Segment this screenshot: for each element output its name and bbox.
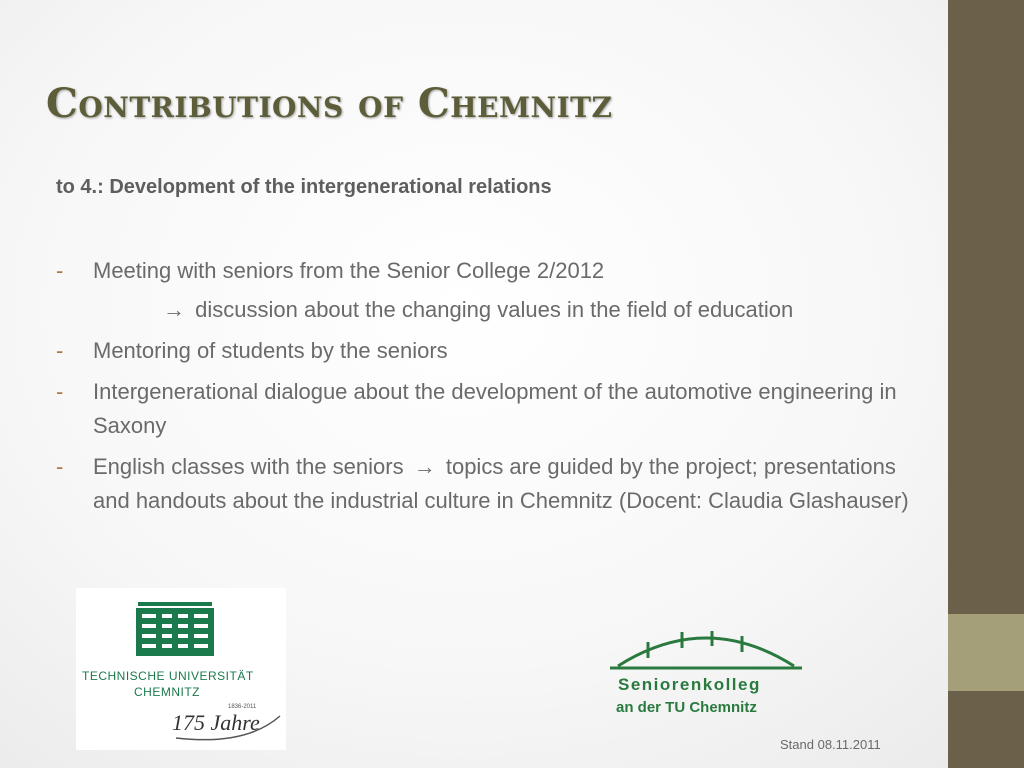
bullet-item [56,334,916,368]
slide-subheading: to 4.: Development of the intergenerational relations [56,176,552,198]
bullet-text: Intergenerational dialogue about the development of the automotive engineering in Saxony [93,379,897,438]
footer-date: Stand 08.11.2011 [780,737,881,752]
tu-logo-years: 1836-2011 [228,704,257,710]
arrow-right-icon: → [413,454,436,479]
bullet-dash: - [56,338,64,363]
bullet-text: English classes with the seniors [93,454,404,479]
bullet-text-continued: topics are guided by the project; presentations and handouts about the industrial culture in Chemnitz (Docent: Claudia Glashauser) [93,454,909,513]
bullet-item [56,375,916,443]
tu-logo-line1: TECHNISCHE UNIVERSITÄT [82,669,254,683]
tu-chemnitz-logo [76,588,286,750]
bullet-text: Mentoring of students by the seniors [93,338,448,363]
sub-bullet [56,293,916,327]
seniorenkolleg-logo [606,622,806,722]
tu-building-icon [136,602,214,656]
bullet-item [56,254,916,288]
bullet-dash: - [56,258,64,283]
sidebar-accent-block [948,614,1024,691]
tu-logo-line2: CHEMNITZ [134,685,200,699]
bullet-dash: - [56,379,64,404]
seniorenkolleg-line1: Seniorenkolleg [618,675,761,694]
bullet-dash: - [56,454,64,479]
bullet-list [56,254,916,525]
arrow-right-icon: → [163,297,185,322]
seniorenkolleg-logo-graphic [606,622,806,722]
sub-bullet-text: discussion about the changing values in the field of education [195,297,794,322]
tu-chemnitz-logo-graphic [76,588,286,750]
bullet-text: Meeting with seniors from the Senior College 2/2012 [93,258,605,283]
slide-title: Contributions of Chemnitz [46,80,613,127]
bullet-item [56,450,916,518]
tu-logo-jubilee: 175 Jahre [172,710,260,735]
bridge-arch-icon [610,631,802,668]
seniorenkolleg-line2: an der TU Chemnitz [616,699,757,716]
